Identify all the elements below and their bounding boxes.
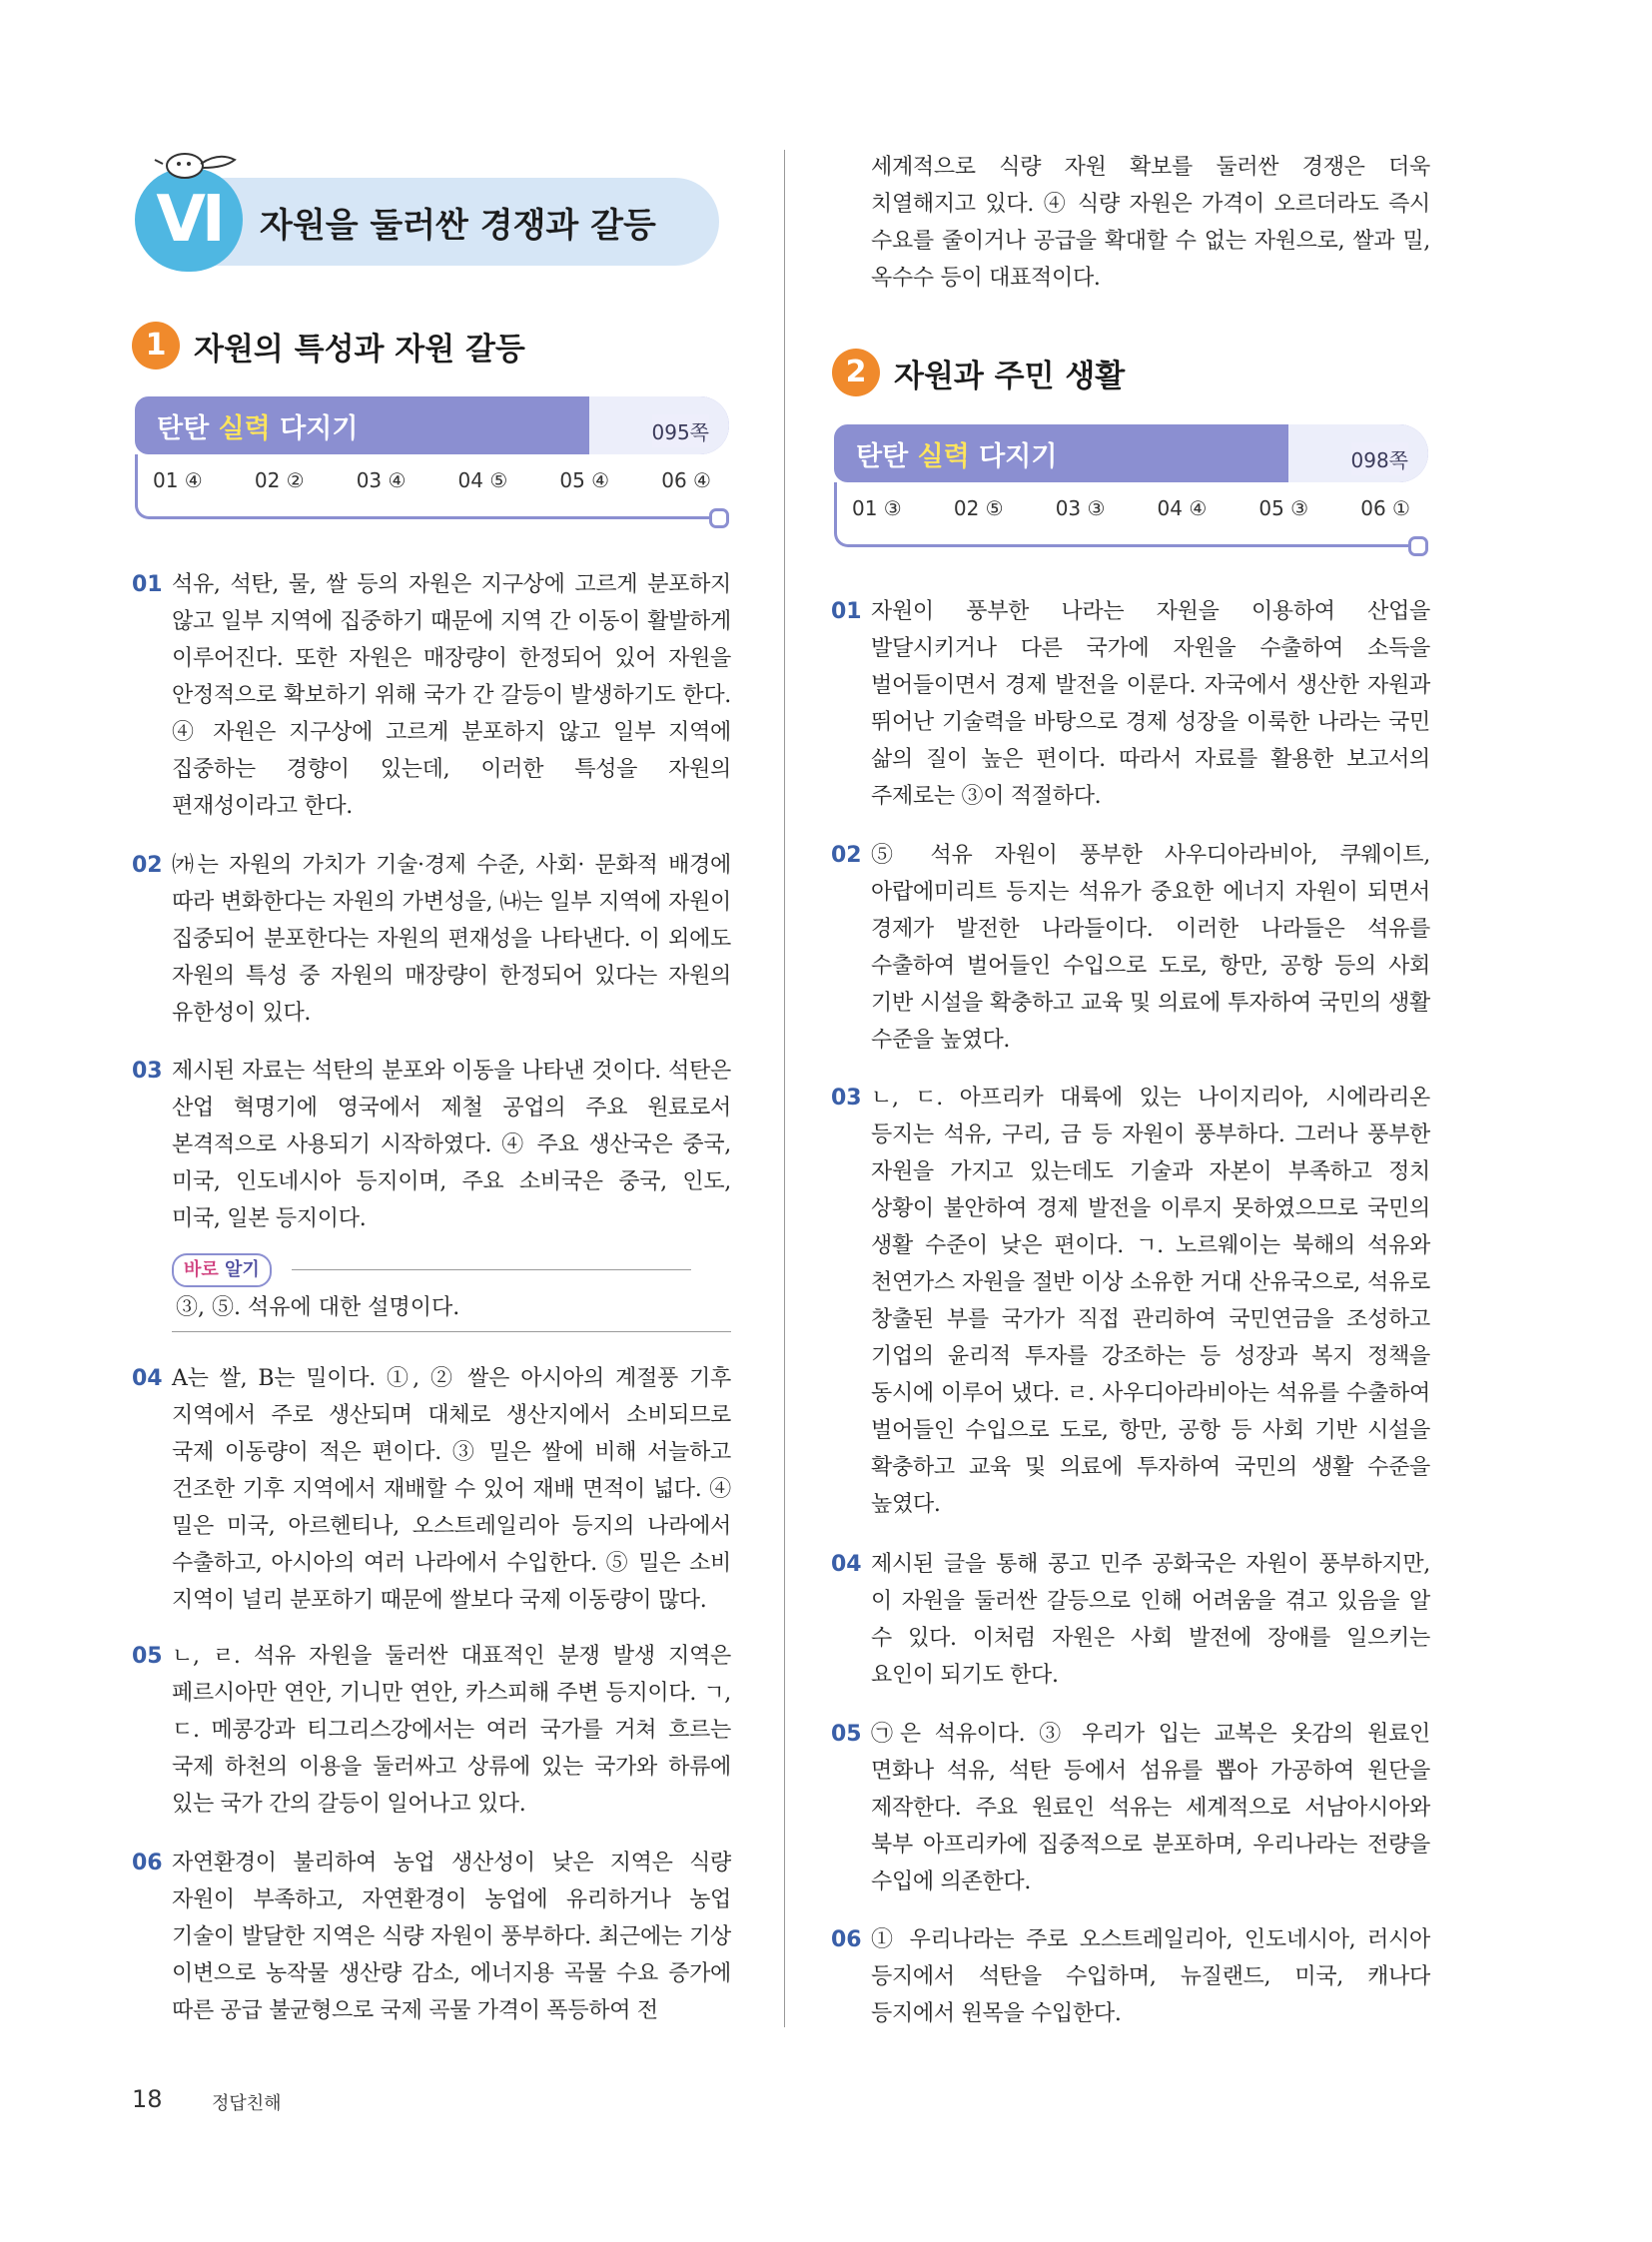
explanation-item (831, 837, 1430, 1059)
carryover-text-block (831, 149, 1430, 297)
answer-item: 05 ③ (1258, 496, 1309, 520)
item-number: 03 (831, 1086, 862, 1111)
explanation-item (132, 1360, 731, 1619)
quick-check-box (172, 1253, 731, 1333)
answer-box-end-dot (709, 508, 729, 528)
explanation-item (831, 1716, 1430, 1900)
item-text: ㄴ, ㄹ. 석유 자원을 둘러싼 대표적인 분쟁 발생 지역은 페르시아만 연안, 기니만 연안, 카스피해 주변 등지이다. ㄱ, ㄷ. 메콩강과 티그리스강에서는 여러 국가를 거쳐 흐르는 국제 하천의 이용을 둘러싸고 상류에 있는 국가와 하류에 있는 국가 간의 갈등이 일어나고 있다. (172, 1644, 731, 1817)
item-number: 06 (132, 1851, 163, 1875)
explanation-item (132, 566, 731, 825)
item-number: 02 (831, 843, 862, 868)
answer-list (153, 468, 711, 492)
explanation-item (831, 1921, 1430, 2032)
answer-item: 02 ② (254, 468, 305, 492)
item-text: 제시된 자료는 석탄의 분포와 이동을 나타낸 것이다. 석탄은 산업 혁명기에 영국에서 제철 공업의 주요 원료로서 본격적으로 사용되기 시작하였다. ④ 주요 생산국은 중국, 미국, 인도네시아 등지이며, 주요 소비국은 중국, 인도, 미국, 일본 등지이다. (172, 1059, 731, 1231)
section-2-heading: 자원과 주민 생활 (894, 358, 1126, 394)
answer-item: 04 ④ (1157, 496, 1208, 520)
item-text: ⑤ 석유 자원이 풍부한 사우디아라비아, 쿠웨이트, 아랍에미리트 등지는 석유가 중요한 에너지 자원이 되면서 경제가 발전한 나라들이다. 이러한 나라들은 석유를 수출하여 벌어들인 수입으로 도로, 항만, 공항 등의 사회 기반 시설을 확충하고 교육 및 의료에 투자하여 국민의 생활 수준을 높였다. (871, 843, 1430, 1053)
item-number: 05 (831, 1722, 862, 1747)
item-text: 자원이 풍부한 나라는 자원을 이용하여 산업을 발달시키거나 다른 국가에 자원을 수출하여 소득을 벌어들이면서 경제 발전을 이룬다. 자국에서 생산한 자원과 뛰어난 기술력을 바탕으로 경제 성장을 이룩한 나라는 국민 삶의 질이 높은 편이다. 따라서 자료를 활용한 보고서의 주제로는 ③이 적절하다. (871, 599, 1430, 809)
quick-check-text: ③, ⑤. 석유에 대한 설명이다. (176, 1295, 460, 1320)
unit-numeral-badge: VI (135, 168, 243, 272)
item-text: ㉠은 석유이다. ③ 우리가 입는 교복은 옷감의 원료인 면화나 석유, 석탄 등에서 섬유를 뽑아 가공하여 원단을 제작한다. 주요 원료인 석유는 세계적으로 서남아시아와 북부 아프리카에 집중적으로 분포하며, 우리나라는 전량을 수입에 의존한다. (871, 1722, 1430, 1894)
item-number: 04 (831, 1552, 862, 1577)
item-number: 01 (132, 572, 163, 597)
item-text: ㈎는 자원의 가치가 기술·경제 수준, 사회· 문화적 배경에 따라 변화한다는 자원의 가변성을, ㈏는 일부 지역에 자원이 집중되어 분포한다는 자원의 편재성을 나타낸다. 이 외에도 자원의 특성 중 자원의 매장량이 한정되어 있다는 자원의 유한성이 있다. (172, 853, 731, 1026)
answer-box-page-ref: 098쪽 (1351, 442, 1409, 475)
explanation-item (132, 1638, 731, 1823)
answer-item: 01 ③ (852, 496, 902, 520)
item-text: A는 쌀, B는 밀이다. ①, ② 쌀은 아시아의 계절풍 기후 지역에서 주로 생산되며 대체로 생산지에서 소비되므로 국제 이동량이 적은 편이다. ③ 밀은 쌀에 비해 서늘하고 건조한 기후 지역에서 재배할 수 있어 재배 면적이 넓다. ④ 밀은 미국, 아르헨티나, 오스트레일리아 등지의 나라에서 수출하고, 아시아의 여러 나라에서 수입한다. ⑤ 밀은 소비 지역이 널리 분포하기 때문에 쌀보다 국제 이동량이 많다. (172, 1366, 731, 1613)
answer-item: 06 ④ (661, 468, 711, 492)
answer-item: 04 ⑤ (457, 468, 508, 492)
explanation-item (831, 593, 1430, 815)
item-number: 04 (132, 1366, 163, 1391)
answer-box-label: 탄탄 실력 다지기 (157, 413, 359, 444)
answer-item: 03 ③ (1055, 496, 1106, 520)
page-number: 18 (132, 2085, 163, 2113)
section-2-number: 2 (832, 349, 880, 396)
item-text: 자연환경이 불리하여 농업 생산성이 낮은 지역은 식량 자원이 부족하고, 자연환경이 농업에 유리하거나 농업 기술이 발달한 지역은 식량 자원이 풍부하다. 최근에는 기상 이변으로 농작물 생산량 감소, 에너지용 곡물 수요 증가에 따른 공급 불균형으로 국제 곡물 가격이 폭등하여 전 (172, 1851, 731, 2023)
answer-item: 01 ④ (153, 468, 203, 492)
answer-box-page-ref: 095쪽 (652, 414, 710, 447)
answer-box-2 (834, 424, 1428, 559)
item-text: ㄴ, ㄷ. 아프리카 대륙에 있는 나이지리아, 시에라리온 등지는 석유, 구리, 금 등 자원이 풍부하다. 그러나 풍부한 자원을 가지고 있는데도 기술과 자본이 부족하고 정치 상황이 불안하여 경제 발전을 이루지 못하였으므로 국민의 생활 수준이 낮은 편이다. ㄱ. 노르웨이는 북해의 석유와 천연가스 자원을 절반 이상 소유한 거대 산유국으로, 석유로 창출된 부를 국가가 직접 관리하여 국민연금을 조성하고 기업의 윤리적 투자를 강조하는 등 성장과 복지 정책을 동시에 이루어 냈다. ㄹ. 사우디아라비아는 석유를 수출하여 벌어들인 수입으로 도로, 항만, 공항 등 사회 기반 시설을 확충하고 교육 및 의료에 투자하여 국민의 생활 수준을 높였다. (871, 1086, 1430, 1517)
unit-header (135, 150, 734, 275)
answer-list (852, 496, 1410, 520)
answer-item: 03 ④ (356, 468, 407, 492)
explanation-item (132, 847, 731, 1032)
section-2-title (832, 345, 1125, 400)
answer-item: 02 ⑤ (953, 496, 1004, 520)
column-divider (784, 150, 785, 2027)
item-number: 03 (132, 1059, 163, 1084)
answer-box-label: 탄탄 실력 다지기 (856, 441, 1058, 472)
item-text: 제시된 글을 통해 콩고 민주 공화국은 자원이 풍부하지만, 이 자원을 둘러싼 갈등으로 인해 어려움을 겪고 있음을 알 수 있다. 이처럼 자원은 사회 발전에 장애를 일으키는 요인이 되기도 한다. (871, 1552, 1430, 1688)
explanation-item (831, 1546, 1430, 1694)
item-number: 05 (132, 1644, 163, 1669)
unit-title: 자원을 둘러싼 경쟁과 갈등 (260, 206, 656, 246)
answer-box-end-dot (1408, 536, 1428, 556)
item-number: 02 (132, 853, 163, 878)
footer-book-label: 정답친해 (212, 2093, 282, 2114)
answer-item: 06 ① (1360, 496, 1410, 520)
explanation-item (132, 1845, 731, 2029)
carryover-text: 세계적으로 식량 자원 확보를 둘러싼 경쟁은 더욱 치열해지고 있다. ④ 식량 자원은 가격이 오르더라도 즉시 수요를 줄이거나 공급을 확대할 수 없는 자원으로, 쌀과 밀, 옥수수 등이 대표적이다. (871, 155, 1430, 291)
answer-box-1 (135, 396, 729, 531)
explanation-item (831, 1080, 1430, 1523)
section-1-number: 1 (132, 322, 180, 370)
quick-check-tag: 바로 알기 (172, 1253, 272, 1287)
mascot-icon (147, 138, 267, 188)
section-1-title (132, 318, 525, 374)
answer-item: 05 ④ (559, 468, 610, 492)
section-1-heading: 자원의 특성과 자원 갈등 (194, 331, 525, 368)
item-text: 석유, 석탄, 물, 쌀 등의 자원은 지구상에 고르게 분포하지 않고 일부 지역에 집중하기 때문에 지역 간 이동이 활발하게 이루어진다. 또한 자원은 매장량이 한정되어 있어 자원을 안정적으로 확보하기 위해 국가 간 갈등이 발생하기도 한다. ④ 자원은 지구상에 고르게 분포하지 않고 일부 지역에 집중하는 경향이 있는데, 이러한 특성을 자원의 편재성이라고 한다. (172, 572, 731, 819)
item-number: 06 (831, 1927, 862, 1952)
item-text: ① 우리나라는 주로 오스트레일리아, 인도네시아, 러시아 등지에서 석탄을 수입하며, 뉴질랜드, 미국, 캐나다 등지에서 원목을 수입한다. (871, 1927, 1430, 2026)
item-number: 01 (831, 599, 862, 624)
explanation-item (132, 1053, 731, 1237)
